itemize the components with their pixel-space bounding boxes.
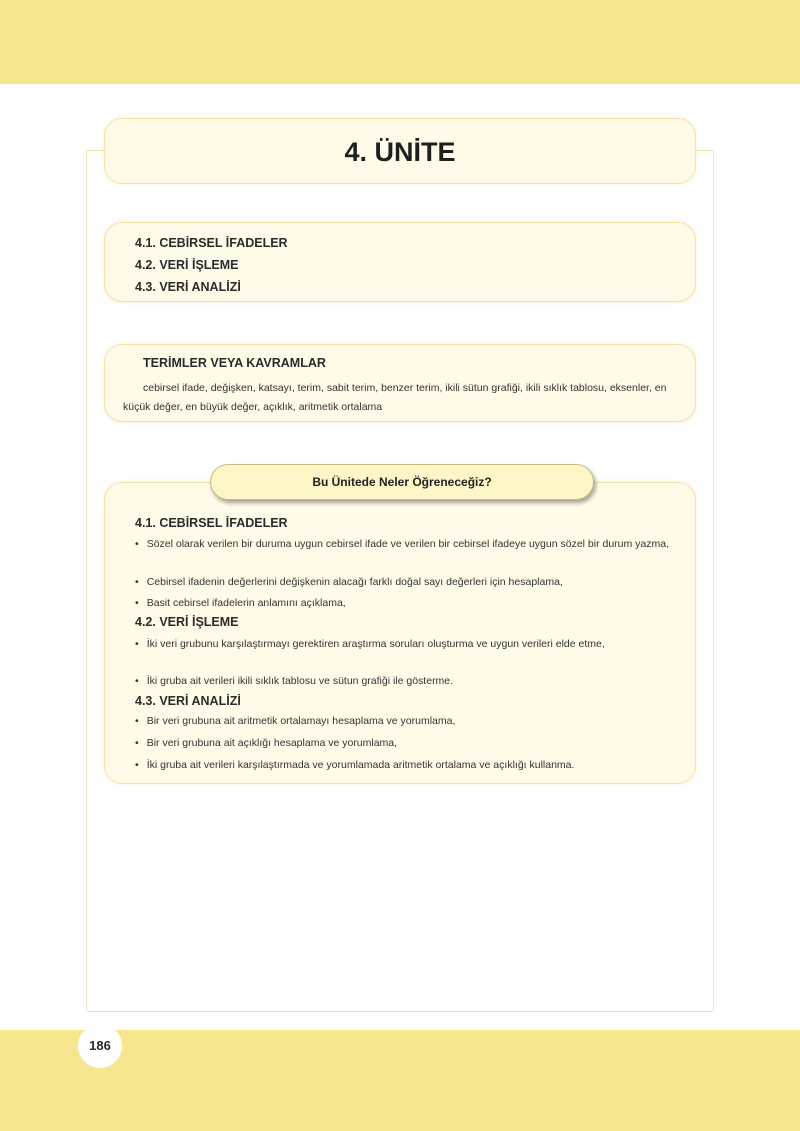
bullet-icon: • <box>135 737 139 749</box>
goal-item-text: Basit cebirsel ifadelerin anlamını açıklama, <box>146 597 346 609</box>
goal-item-text: Bir veri grubuna ait aritmetik ortalamayı hesaplama ve yorumlama, <box>146 715 456 727</box>
goal-item <box>115 756 687 775</box>
bullet-icon: • <box>135 597 139 609</box>
section-item: 4.3. VERİ ANALİZİ <box>135 280 241 294</box>
terms-text: cebirsel ifade, değişken, katsayı, terim, sabit terim, benzer terim, ikili sütun grafiği, ikili sıklık tablosu, eksenler, en küçük değer, en büyük değer, açıklık, aritmetik ortalama <box>123 382 667 413</box>
goal-item <box>115 535 687 554</box>
goals-box <box>104 482 696 784</box>
goal-heading: 4.3. VERİ ANALİZİ <box>135 694 241 708</box>
goals-title-pill: Bu Ünitede Neler Öğreneceğiz? <box>210 464 594 500</box>
goal-item <box>115 573 687 592</box>
page-number: 186 <box>78 1024 122 1068</box>
goal-item-text: İki gruba ait verileri karşılaştırmada ve yorumlamada aritmetik ortalama ve açıklığı kullanma. <box>146 759 575 771</box>
bullet-icon: • <box>135 675 139 687</box>
goal-item-text: İki veri grubunu karşılaştırmayı gerektiren araştırma soruları oluşturma ve uygun verileri elde etme, <box>146 638 605 650</box>
goal-item-text: İki gruba ait verileri ikili sıklık tablosu ve sütun grafiği ile gösterme. <box>146 675 454 687</box>
section-item: 4.2. VERİ İŞLEME <box>135 258 239 272</box>
goal-item <box>115 734 687 753</box>
bullet-icon: • <box>135 576 139 588</box>
bullet-icon: • <box>135 759 139 771</box>
bullet-icon: • <box>135 538 139 550</box>
goal-item <box>115 672 687 691</box>
goal-item-text: Cebirsel ifadenin değerlerini değişkenin alacağı farklı doğal sayı değerleri için hesaplama, <box>146 576 563 588</box>
bullet-icon: • <box>135 715 139 727</box>
sections-box <box>104 222 696 302</box>
goal-heading: 4.2. VERİ İŞLEME <box>135 615 239 629</box>
bullet-icon: • <box>135 638 139 650</box>
section-item: 4.1. CEBİRSEL İFADELER <box>135 236 288 250</box>
terms-box <box>104 344 696 422</box>
goal-item <box>115 712 687 731</box>
goal-item-text: Bir veri grubuna ait açıklığı hesaplama ve yorumlama, <box>146 737 398 749</box>
goal-item <box>115 594 687 613</box>
unit-title-box <box>104 118 696 184</box>
terms-title: TERİMLER VEYA KAVRAMLAR <box>143 356 326 370</box>
goal-item-text: Sözel olarak verilen bir duruma uygun cebirsel ifade ve verilen bir cebirsel ifadeye uygun sözel bir durum yazma, <box>146 538 670 550</box>
goal-item <box>115 635 687 654</box>
goal-heading: 4.1. CEBİRSEL İFADELER <box>135 516 288 530</box>
top-color-band <box>0 0 800 84</box>
unit-title: 4. ÜNİTE <box>344 137 456 167</box>
